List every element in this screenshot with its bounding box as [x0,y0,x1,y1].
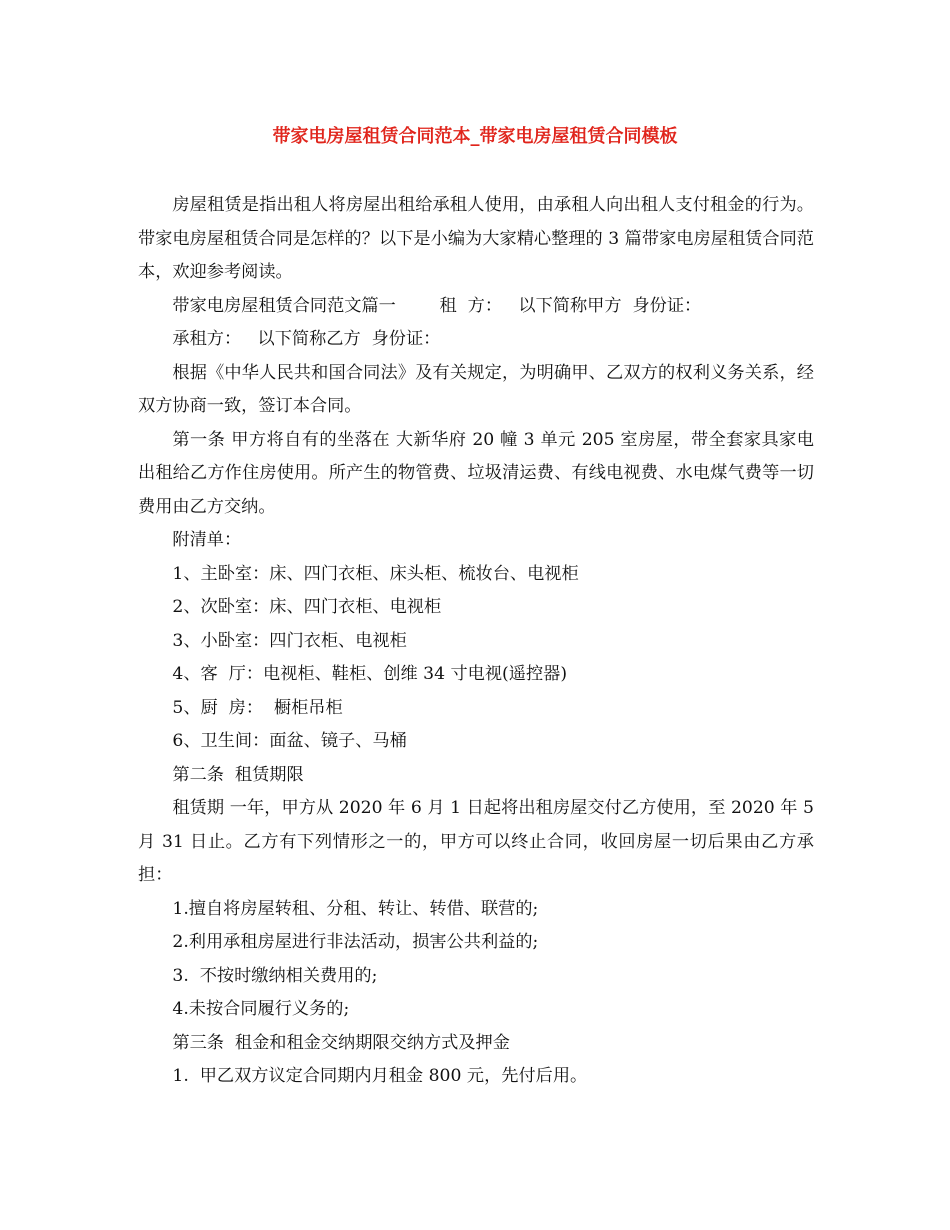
lessor-line: 带家电房屋租赁合同范文篇一 租 方： 以下简称甲方 身份证： [172,295,702,316]
inventory-item: 4、客 厅：电视柜、鞋柜、创维 34 寸电视(遥控器) [172,664,568,684]
termination-clause: 3. 不按时缴纳相关费用的; [172,965,378,986]
article-three-heading: 第三条 租金和租金交纳期限交纳方式及押金 [172,1032,510,1053]
article-one-paragraph: 第一条 甲方将自有的坐落在 大新华府 20 幢 3 单元 205 室房屋，带全套家具家电出租给乙方作住房使用。所产生的物管费、垃圾清运费、有线电视费、水电煤气费等一切费用由乙方交纳。 [138,429,814,517]
inventory-item: 5、厨 房： 橱柜吊柜 [172,697,343,718]
document-body [138,189,814,1094]
termination-clause: 1.擅自将房屋转租、分租、转让、转借、联营的; [172,898,539,919]
intro-paragraph: 房屋租赁是指出租人将房屋出租给承租人使用，由承租人向出租人支付租金的行为。带家电房屋租赁合同是怎样的？以下是小编为大家精心整理的 3 篇带家电房屋租赁合同范本，欢迎参考阅读。 [138,195,814,282]
lease-term-paragraph: 租赁期 一年，甲方从 2020 年 6 月 1 日起将出租房屋交付乙方使用，至 2020 年 5 月 31 日止。乙方有下列情形之一的，甲方可以终止合同，收回房屋一切后果由乙方承担： [138,798,814,885]
inventory-item: 3、小卧室：四门衣柜、电视柜 [172,630,407,651]
termination-clause: 4.未按合同履行义务的; [172,999,350,1019]
inventory-heading: 附清单： [172,530,242,550]
article-two-heading: 第二条 租赁期限 [172,764,304,785]
legal-basis-paragraph: 根据《中华人民共和国合同法》及有关规定，为明确甲、乙双方的权利义务关系，经双方协商一致，签订本合同。 [138,362,814,416]
termination-clause: 2.利用承租房屋进行非法活动，损害公共利益的; [172,932,539,952]
lessee-line: 承租方： 以下简称乙方 身份证： [172,329,441,349]
inventory-item: 2、次卧室：床、四门衣柜、电视柜 [172,597,442,617]
document-title: 带家电房屋租赁合同范本_带家电房屋租赁合同模板 [272,126,678,147]
inventory-item: 6、卫生间：面盆、镜子、马桶 [172,731,407,751]
rent-clause: 1. 甲乙双方议定合同期内月租金 800 元，先付后用。 [172,1066,588,1086]
inventory-item: 1、主卧室：床、四门衣柜、床头柜、梳妆台、电视柜 [172,563,579,584]
